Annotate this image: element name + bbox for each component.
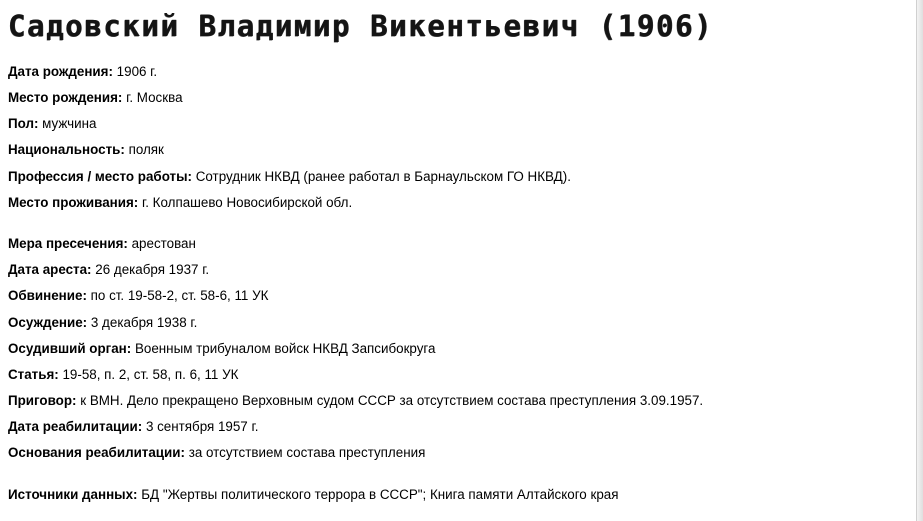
- field-value: за отсутствием состава преступления: [188, 445, 426, 460]
- field-value: 3 декабря 1938 г.: [90, 315, 198, 330]
- field-restraint: [8, 235, 196, 253]
- field-charge: [8, 287, 268, 305]
- field-label: Пол:: [8, 116, 39, 131]
- field-sex: [8, 115, 96, 133]
- field-value: БД "Жертвы политического террора в СССР"; Книга памяти Алтайского края: [141, 487, 619, 502]
- field-sources: [8, 486, 618, 504]
- field-label: Место проживания:: [8, 195, 139, 210]
- field-value: поляк: [128, 142, 164, 157]
- field-rehabilitation-date: [8, 418, 258, 436]
- field-article: [8, 366, 238, 384]
- page-title: Садовский Владимир Викентьевич (1906): [8, 9, 714, 43]
- field-value: г. Колпашево Новосибирской обл.: [141, 195, 353, 210]
- field-birth-place: [8, 89, 183, 107]
- field-rehabilitation-grounds: [8, 444, 425, 462]
- field-convicting-body: [8, 340, 435, 358]
- field-value: 19-58, п. 2, ст. 58, п. 6, 11 УК: [62, 367, 239, 382]
- field-label: Место рождения:: [8, 90, 123, 105]
- field-occupation: [8, 168, 571, 186]
- field-label: Приговор:: [8, 393, 77, 408]
- field-conviction: [8, 314, 197, 332]
- field-label: Обвинение:: [8, 288, 87, 303]
- field-sentence: [8, 392, 703, 410]
- field-arrest-date: [8, 261, 209, 279]
- field-value: по ст. 19-58-2, ст. 58-6, 11 УК: [90, 288, 269, 303]
- field-label: Мера пресечения:: [8, 236, 128, 251]
- field-value: Военным трибуналом войск НКВД Запсибокруга: [134, 341, 436, 356]
- field-label: Профессия / место работы:: [8, 169, 192, 184]
- field-label: Осуждение:: [8, 315, 88, 330]
- field-value: арестован: [131, 236, 196, 251]
- field-label: Основания реабилитации:: [8, 445, 185, 460]
- field-value: к ВМН. Дело прекращено Верховным судом СССР за отсутствием состава преступления 3.09.1957.: [80, 393, 704, 408]
- field-nationality: [8, 141, 164, 159]
- field-value: Сотрудник НКВД (ранее работал в Барнаульском ГО НКВД).: [195, 169, 571, 184]
- field-label: Национальность:: [8, 142, 125, 157]
- field-label: Дата рождения:: [8, 64, 113, 79]
- field-value: 26 декабря 1937 г.: [95, 262, 210, 277]
- field-label: Источники данных:: [8, 487, 138, 502]
- field-residence: [8, 194, 352, 212]
- field-label: Статья:: [8, 367, 59, 382]
- field-value: 1906 г.: [116, 64, 158, 79]
- field-value: 3 сентября 1957 г.: [145, 419, 259, 434]
- field-label: Осудивший орган:: [8, 341, 132, 356]
- field-birth-date: [8, 63, 157, 81]
- scrollbar-edge: [916, 0, 923, 521]
- field-value: г. Москва: [126, 90, 183, 105]
- field-label: Дата реабилитации:: [8, 419, 143, 434]
- field-value: мужчина: [42, 116, 97, 131]
- field-label: Дата ареста:: [8, 262, 92, 277]
